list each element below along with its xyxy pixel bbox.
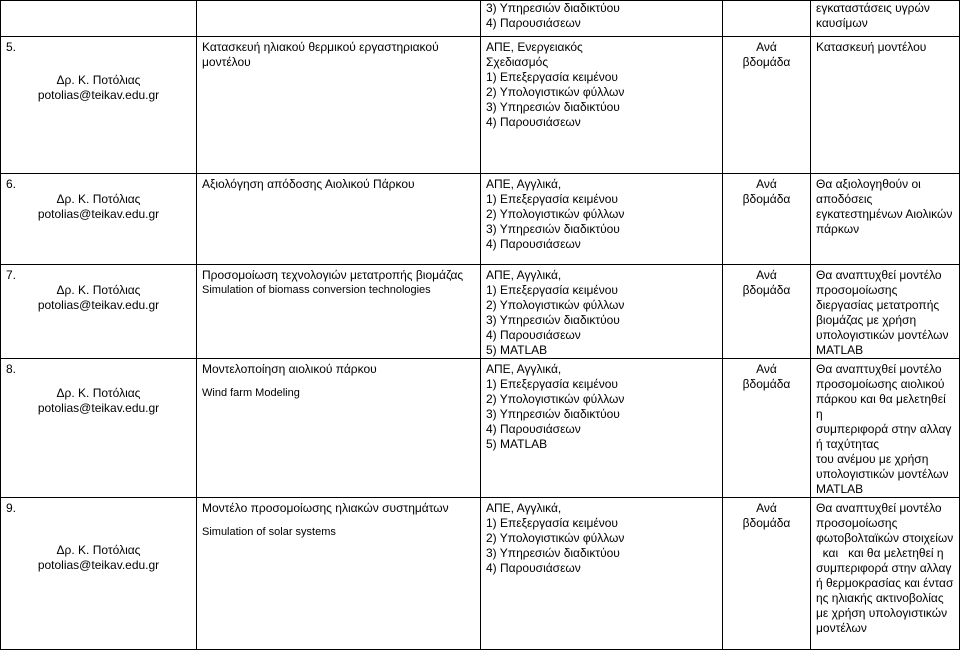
outcome-cell [811, 265, 960, 359]
title-line: Wind farm Modeling [202, 387, 300, 399]
skill-line: 1) Επεξεργασία κειμένου [486, 192, 618, 206]
sup-cell [1, 1, 197, 37]
skill-line: 3) Υπηρεσιών διαδικτύου [486, 546, 620, 560]
outcome-line: πάρκου και θα μελετηθεί [816, 392, 946, 406]
skill-line: 5) MATLAB [486, 437, 548, 451]
skill-line: 3) Υπηρεσιών διαδικτύου [486, 100, 620, 114]
sup-cell [1, 37, 197, 174]
skill-line: ΑΠΕ, Ενεργειακός [486, 40, 583, 54]
row-number: 8. [6, 362, 17, 376]
skill-line: 4) Παρουσιάσεων [486, 115, 581, 129]
students-cell [723, 37, 811, 174]
outcome-cell [811, 1, 960, 37]
outcome-line: Θα αναπτυχθεί μοντέλο [816, 501, 942, 515]
outcome-line: ή ταχύτητας [816, 437, 880, 451]
title-line: Αξιολόγηση απόδοσης Αιολικού Πάρκου [202, 177, 415, 191]
outcome-cell [811, 498, 960, 650]
outcome-line: βιομάζας με χρήση [816, 313, 917, 327]
title-line: Μοντελοποίηση αιολικού πάρκου [202, 362, 377, 376]
supervisor-email[interactable]: potolias@teikav.edu.gr [37, 298, 160, 312]
students-line: βδομάδα [742, 192, 791, 206]
outcome-line: Θα αναπτυχθεί μοντέλο [816, 268, 942, 282]
skill-line: 3) Υπηρεσιών διαδικτύου [486, 222, 620, 236]
sup-cell [1, 498, 197, 650]
row-number: 9. [6, 501, 17, 515]
students-line: βδομάδα [742, 283, 791, 297]
skills-cell [481, 265, 723, 359]
outcome-cell [811, 37, 960, 174]
skill-line: 1) Επεξεργασία κειμένου [486, 70, 618, 84]
table-row [1, 37, 960, 174]
students-line: βδομάδα [742, 516, 791, 530]
table-row [1, 174, 960, 265]
outcome-line: υπολογιστικών μοντέλων [816, 467, 949, 481]
skills-cell [481, 498, 723, 650]
students-cell [723, 359, 811, 498]
students-line: βδομάδα [742, 55, 791, 69]
outcome-cell [811, 174, 960, 265]
outcome-line: προσομοίωσης αιολικού [816, 377, 945, 391]
sup-cell [1, 265, 197, 359]
title-cell [197, 265, 481, 359]
skill-line: 2) Υπολογιστικών φύλλων [486, 298, 625, 312]
outcome-line: συμπεριφορά στην αλλαγ [816, 422, 952, 436]
outcome-line: μοντέλων [816, 621, 867, 635]
supervisor-email[interactable]: potolias@teikav.edu.gr [37, 207, 160, 221]
skill-line: ΑΠΕ, Αγγλικά, [486, 268, 562, 282]
row-number: 7. [6, 268, 17, 282]
row-number: 5. [6, 40, 17, 54]
skill-line: ΑΠΕ, Αγγλικά, [486, 177, 562, 191]
outcome-line: MATLAB [816, 482, 864, 496]
skill-line: 3) Υπηρεσιών διαδικτύου [486, 1, 620, 15]
title-cell [197, 1, 481, 37]
skill-line: Σχεδιασμός [486, 55, 549, 69]
skill-line: 4) Παρουσιάσεων [486, 422, 581, 436]
title-line: Κατασκευή ηλιακού θερμικού εργαστηριακού [202, 40, 439, 54]
table-row [1, 498, 960, 650]
outcome-line: Κατασκευή μοντέλου [816, 40, 927, 54]
outcome-cell [811, 359, 960, 498]
outcome-line: αποδόσεις [816, 192, 873, 206]
supervisor-email[interactable]: potolias@teikav.edu.gr [37, 401, 160, 415]
outcome-line: διεργασίας μετατροπής [816, 298, 940, 312]
outcome-line: εγκαταστάσεις υγρών [816, 1, 930, 15]
students-line: Ανά [756, 501, 777, 515]
outcome-line: συμπεριφορά στην αλλαγ [816, 561, 952, 575]
title-cell [197, 359, 481, 498]
supervisor-name: Δρ. Κ. Ποτόλιας [56, 192, 141, 206]
students-line: βδομάδα [742, 377, 791, 391]
skills-cell [481, 359, 723, 498]
students-line: Ανά [756, 268, 777, 282]
skill-line: 4) Παρουσιάσεων [486, 16, 581, 30]
students-line: Ανά [756, 40, 777, 54]
title-line: μοντέλου [202, 55, 251, 69]
outcome-line: ή θερμοκρασίας και έντασ [816, 576, 954, 590]
skill-line: 2) Υπολογιστικών φύλλων [486, 207, 625, 221]
supervisor-name: Δρ. Κ. Ποτόλιας [56, 386, 141, 400]
skill-line: 1) Επεξεργασία κειμένου [486, 377, 618, 391]
outcome-line: ης ηλιακής ακτινοβολίας [816, 591, 944, 605]
skill-line: ΑΠΕ, Αγγλικά, [486, 362, 562, 376]
supervisor-name: Δρ. Κ. Ποτόλιας [56, 543, 141, 557]
outcome-line: MATLAB [816, 343, 864, 357]
skill-line: 4) Παρουσιάσεων [486, 561, 581, 575]
outcome-line: εγκατεστημένων Αιολικών [816, 207, 953, 221]
outcome-line: προσομοίωσης [816, 283, 898, 297]
students-cell [723, 174, 811, 265]
skill-line: 2) Υπολογιστικών φύλλων [486, 531, 625, 545]
title-line: Simulation of solar systems [202, 526, 336, 538]
skill-line: 2) Υπολογιστικών φύλλων [486, 392, 625, 406]
outcome-line: υπολογιστικών μοντέλων [816, 328, 949, 342]
skills-cell [481, 37, 723, 174]
skill-line: ΑΠΕ, Αγγλικά, [486, 501, 562, 515]
supervisor-name: Δρ. Κ. Ποτόλιας [56, 73, 141, 87]
supervisor-name: Δρ. Κ. Ποτόλιας [56, 283, 141, 297]
skill-line: 1) Επεξεργασία κειμένου [486, 283, 618, 297]
skill-line: 4) Παρουσιάσεων [486, 328, 581, 342]
outcome-line: και και θα μελετηθεί η [816, 546, 944, 560]
students-cell [723, 498, 811, 650]
row-number: 6. [6, 177, 17, 191]
supervisor-email[interactable]: potolias@teikav.edu.gr [37, 558, 160, 572]
title-cell [197, 498, 481, 650]
outcome-line: η [816, 407, 823, 421]
skill-line: 4) Παρουσιάσεων [486, 237, 581, 251]
title-line: Simulation of biomass conversion technologies [202, 284, 431, 296]
title-cell [197, 174, 481, 265]
students-line: Ανά [756, 362, 777, 376]
students-cell [723, 265, 811, 359]
outcome-line: Θα αναπτυχθεί μοντέλο [816, 362, 942, 376]
outcome-line: με χρήση υπολογιστικών [816, 606, 948, 620]
outcome-line: Θα αξιολογηθούν οι [816, 177, 921, 191]
skills-cell [481, 1, 723, 37]
sup-cell [1, 174, 197, 265]
table-row [1, 359, 960, 498]
skill-line: 5) MATLAB [486, 343, 548, 357]
students-cell [723, 1, 811, 37]
skills-cell [481, 174, 723, 265]
table-row-partial [1, 1, 960, 37]
sup-cell [1, 359, 197, 498]
skill-line: 2) Υπολογιστικών φύλλων [486, 85, 625, 99]
title-cell [197, 37, 481, 174]
outcome-line: του ανέμου με χρήση [816, 452, 929, 466]
outcome-line: πάρκων [816, 222, 860, 236]
skill-line: 3) Υπηρεσιών διαδικτύου [486, 313, 620, 327]
outcome-line: φωτοβολταϊκών στοιχείων [816, 531, 954, 545]
title-line: Προσομοίωση τεχνολογιών μετατροπής βιομάζας [202, 268, 464, 282]
outcome-line: καυσίμων [816, 16, 868, 30]
skill-line: 3) Υπηρεσιών διαδικτύου [486, 407, 620, 421]
supervisor-email[interactable]: potolias@teikav.edu.gr [37, 88, 160, 102]
skill-line: 1) Επεξεργασία κειμένου [486, 516, 618, 530]
table-row [1, 265, 960, 359]
students-line: Ανά [756, 177, 777, 191]
title-line: Μοντέλο προσομοίωσης ηλιακών συστημάτων [202, 501, 449, 515]
outcome-line: προσομοίωσης [816, 516, 898, 530]
